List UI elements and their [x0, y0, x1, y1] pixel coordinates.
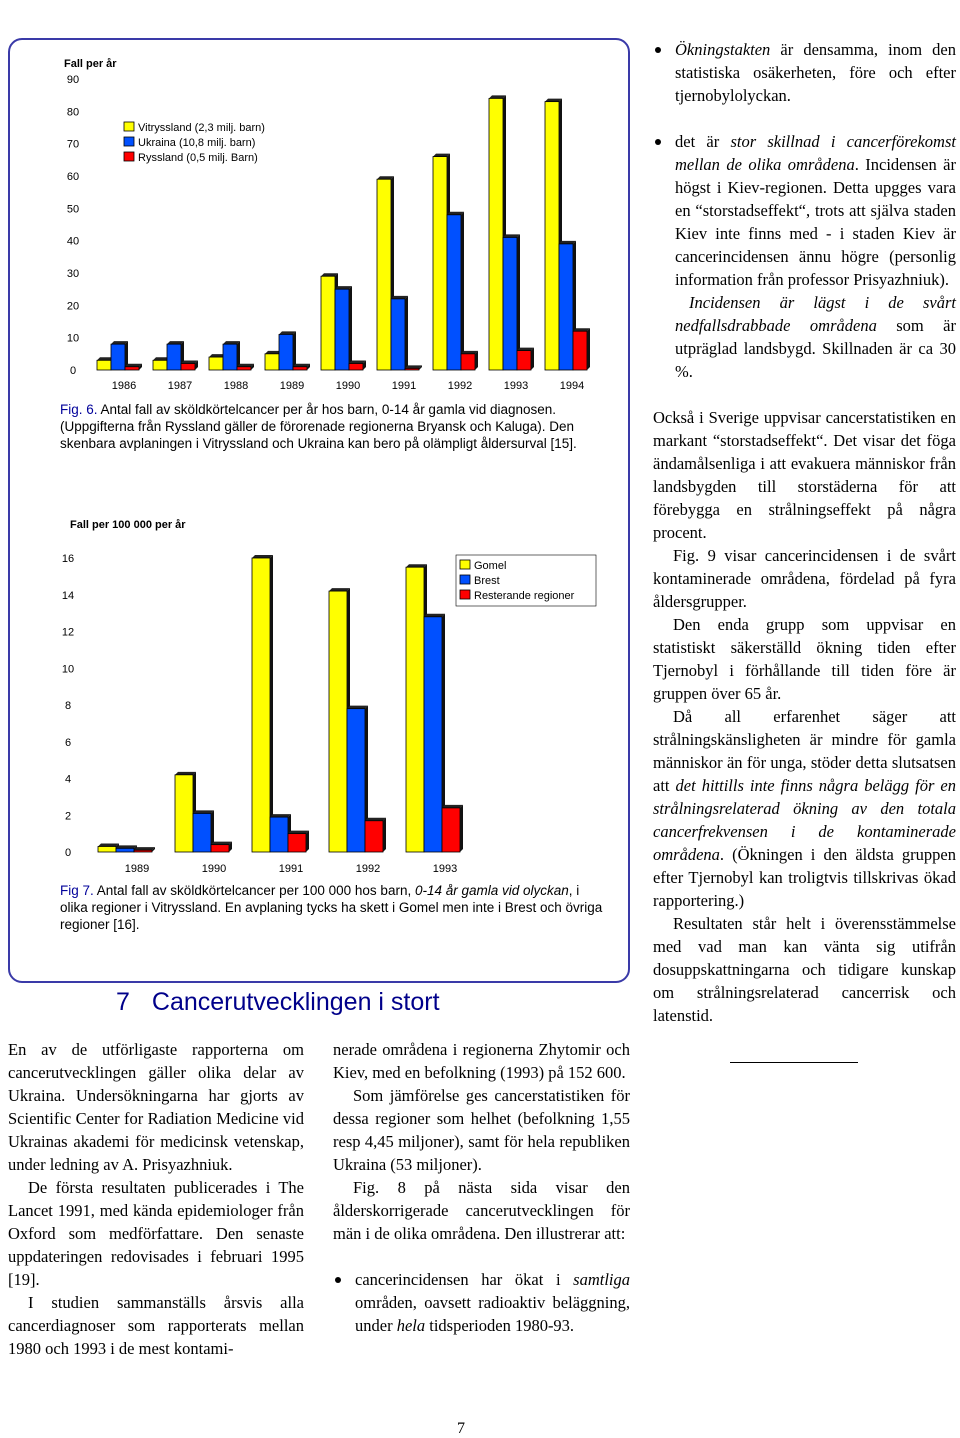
fig7-label: Fig 7.	[60, 883, 94, 898]
chart-fig7	[40, 510, 610, 875]
legend-swatch	[460, 575, 470, 584]
bar-top	[134, 847, 155, 850]
bar-face	[433, 157, 447, 370]
bar	[223, 341, 240, 370]
y-tick-label: 30	[66, 268, 80, 280]
fig6-label: Fig. 6.	[60, 402, 98, 417]
bar	[288, 831, 309, 852]
chart2-ylabel: Fall per 100 000 per år	[70, 519, 186, 531]
right-bullet-1: Ökningstakten är densamma, inom den statistiska osäkerheten, före och efter tjernobylolyckan.	[653, 38, 956, 107]
bar-top	[442, 805, 463, 808]
bar-face	[517, 351, 531, 370]
y-tick-label: 20	[66, 300, 80, 313]
y-tick-label: 70	[66, 138, 80, 151]
chart-fig6	[40, 50, 610, 395]
x-tick-label: 1994	[559, 380, 585, 392]
bar-top	[329, 588, 350, 591]
bar-face	[270, 817, 288, 852]
fig6-text: Antal fall av sköldkörtelcancer per år hos barn, 0-14 år gamla vid diagnosen. (Uppgifterna från Ryssland gäller de förorenade regionerna Bryansk och Kaluga). Den skenbara avplaningen i Vitryssland och Ukraina kan bero på olämpligt åldersurval [15].	[60, 402, 577, 451]
bar-side	[461, 212, 464, 370]
bar-face	[237, 367, 251, 370]
y-tick-label: 40	[66, 235, 80, 248]
y-tick-label: 50	[66, 203, 80, 216]
legend-label: Resterande regioner	[474, 590, 575, 602]
x-tick-label: 1992	[447, 380, 473, 392]
bar-top	[424, 614, 445, 617]
bar-face	[442, 808, 460, 852]
bar-top	[365, 818, 386, 821]
bar-face	[461, 354, 475, 370]
bar	[252, 555, 273, 852]
bar	[573, 328, 590, 370]
y-tick-label: 4	[64, 773, 72, 786]
bar	[461, 351, 478, 370]
x-tick-label: 1993	[432, 863, 458, 875]
mid-paragraph-1: nerade områdena i regionerna Zhytomir och Kiev, med en befolkning (1993) på 152 600.	[333, 1040, 630, 1082]
bar-side	[293, 331, 296, 370]
bar-face	[288, 834, 306, 852]
right-bullet-2-cont: Incidensen är lägst i de svårt nedfallsdrabbade områdena som är utpräglad landsbygd. Skillnaden är ca 30 %.	[675, 293, 956, 381]
bar-face	[347, 709, 365, 852]
bar	[111, 341, 128, 370]
mid-bullet-1: cancerincidensen har ökat i samtliga områden, oavsett radioaktiv beläggning, under hela tidsperioden 1980-93.	[333, 1268, 630, 1337]
page-number: 7	[457, 1420, 465, 1437]
bar-face	[573, 331, 587, 370]
right-bullet-2: det är stor skillnad i cancerförekomst mellan de olika områdena. Incidensen är högst i Kiev-regionen. Detta upgges vara en “storstadseffekt“, trots att själva staden Kiev inte finns med - i staden Kiev är cancerincidensen ännu högre (personlig information från professor Prisyazhniuk).	[653, 130, 956, 291]
right-paragraph-3: Den enda grupp som uppvisar en statistiskt säkerställd ökning tiden efter Tjernobyl i förhållande till tiden före är gruppen över 65 år.	[653, 615, 956, 703]
bar-face	[489, 98, 503, 370]
left-paragraph-2: De första resultaten publicerades i The Lancet 1991, med kända epidemiologer från Oxford som medförfattare. Den senaste uppdateringen redovisades i februari 1995 [19].	[8, 1178, 304, 1289]
fig6-caption	[60, 401, 605, 452]
bar-face	[349, 364, 363, 370]
bar	[365, 818, 386, 852]
bar-face	[329, 591, 347, 852]
bar-face	[447, 215, 461, 370]
end-rule	[730, 1062, 858, 1063]
bar-face	[98, 846, 116, 852]
bar	[405, 365, 422, 370]
left-paragraph-3: I studien sammanställs årsvis alla cancerdiagnoser som rapporterats mellan 1980 och 1993 i de mest kontami-	[8, 1293, 304, 1358]
y-tick-label: 10	[61, 663, 75, 676]
bar-face	[252, 558, 270, 852]
bar-side	[270, 555, 273, 852]
bar-top	[211, 842, 232, 845]
right-paragraph-4: Då all erfarenhet säger att strålningskänsligheten är mindre för gamla människor än för unga, stöder detta slutsatsen att det hittills inte finns några belägg för en strålningsrelaterad ökning av den totala cancerfrekvensen i de kontaminerade områdena. (Ökningen i den äldsta gruppen efter Tjernobyl kan troligtvis tillskrivas ökad rapportering.)	[653, 707, 956, 910]
bar	[181, 361, 198, 370]
bar-face	[211, 845, 229, 852]
bar	[447, 212, 464, 370]
bar-face	[406, 567, 424, 852]
bar-top	[347, 706, 368, 709]
y-tick-label: 16	[61, 553, 75, 565]
bar-face	[181, 364, 195, 370]
bar-face	[503, 237, 517, 370]
right-paragraph-2: Fig. 9 visar cancerincidensen i de svårt kontaminerade områdena, fördelad på fyra åldersgrupper.	[653, 546, 956, 611]
bar	[125, 364, 142, 370]
y-tick-label: 6	[64, 736, 72, 749]
bar-face	[321, 276, 335, 370]
legend-swatch	[124, 152, 134, 161]
bar-face	[377, 179, 391, 370]
mid-paragraph-2: Som jämförelse ges cancerstatistiken för dessa regioner som helhet (befolkning 1,55 resp 4,45 miljoner), samt för hela republiken Ukraina (53 miljoner).	[333, 1086, 630, 1174]
bar	[134, 847, 155, 852]
legend-swatch	[124, 122, 134, 131]
bar	[517, 348, 534, 370]
legend-label: Vitryssland (2,3 milj. barn)	[138, 122, 265, 134]
bar-side	[460, 805, 463, 852]
bar-top	[111, 341, 128, 344]
bar	[237, 364, 254, 370]
bar-face	[209, 357, 223, 370]
bar-top	[193, 810, 214, 813]
bar-side	[405, 296, 408, 370]
x-tick-label: 1989	[279, 380, 305, 392]
bar	[279, 331, 296, 370]
bar-side	[349, 286, 352, 370]
bar	[211, 842, 232, 852]
bar	[442, 805, 463, 852]
bar-face	[125, 367, 139, 370]
bar-top	[237, 364, 254, 367]
bar	[335, 286, 352, 370]
chart1-ylabel: Fall per år	[64, 58, 117, 70]
bar-side	[531, 348, 534, 370]
bar-face	[167, 344, 181, 370]
bar-top	[223, 341, 240, 344]
legend-label: Ukraina (10,8 milj. barn)	[138, 137, 256, 149]
bar-face	[223, 344, 237, 370]
x-tick-label: 1986	[111, 380, 137, 392]
x-tick-label: 1990	[201, 863, 227, 875]
right-paragraph-1: Också i Sverige uppvisar cancerstatistiken en markant “storstadseffekt“. Det visar det föga ändamålsenliga i att evakuera människor från landsbygden till storstäderna för att förebygga en strålningseffekt på några procent.	[653, 408, 956, 542]
bar-top	[288, 831, 309, 834]
bar	[391, 296, 408, 370]
bar-top	[175, 772, 196, 775]
bar-top	[167, 341, 184, 344]
mid-paragraph-3: Fig. 8 på nästa sida visar den ålderskorrigerade cancerutvecklingen för män i de olika områdena. Den illustrerar att:	[333, 1178, 630, 1243]
bar-face	[335, 289, 349, 370]
legend-swatch	[460, 590, 470, 599]
y-tick-label: 10	[66, 332, 80, 345]
y-tick-label: 12	[61, 626, 75, 639]
right-paragraph-5: Resultaten står helt i överensstämmelse med vad man kan vänta sig utifrån dosuppskattningarna och tidigare kunskap om strålningsrelaterad cancerrisk och latenstid.	[653, 914, 956, 1025]
bar-side	[587, 328, 590, 370]
section-number: 7	[116, 988, 130, 1016]
bar-side	[475, 351, 478, 370]
y-tick-label: 80	[66, 106, 80, 119]
section-heading	[116, 988, 462, 1017]
bar-top	[181, 361, 198, 364]
bar-top	[270, 814, 291, 817]
bar-face	[134, 850, 152, 852]
y-tick-label: 8	[64, 700, 72, 712]
legend-label: Brest	[474, 575, 500, 587]
y-tick-label: 0	[69, 365, 77, 377]
y-tick-label: 14	[61, 589, 75, 602]
x-tick-label: 1992	[355, 863, 381, 875]
bar-top	[116, 845, 137, 848]
fig7-caption: Fig 7. Antal fall av sköldkörtelcancer per 100 000 hos barn, 0-14 år gamla vid olyckan, i olika regioner i Vitryssland. En avplaning tycks ha skett i Gomel men inte i Brest och övriga regioner [16].	[60, 883, 603, 932]
bar-face	[365, 821, 383, 852]
bar	[503, 234, 520, 370]
x-tick-label: 1993	[503, 380, 529, 392]
legend-label: Ryssland (0,5 milj. Barn)	[138, 152, 258, 164]
bar-face	[279, 334, 293, 370]
left-column	[8, 1038, 304, 1360]
bar-face	[97, 360, 111, 370]
bar-face	[193, 813, 211, 852]
x-tick-label: 1991	[278, 863, 304, 875]
y-tick-label: 90	[66, 74, 80, 86]
legend-swatch	[124, 137, 134, 146]
x-tick-label: 1989	[124, 863, 150, 875]
x-tick-label: 1988	[223, 380, 249, 392]
y-tick-label: 60	[66, 171, 80, 183]
bar-face	[559, 244, 573, 370]
bar-side	[306, 831, 309, 852]
legend-swatch	[460, 560, 470, 569]
x-tick-label: 1991	[391, 380, 417, 392]
bar-top	[406, 564, 427, 567]
bar-face	[405, 368, 419, 370]
legend-label: Gomel	[474, 560, 507, 572]
left-paragraph-1: En av de utförligaste rapporterna om cancerutvecklingen gäller olika delar av Ukraina. Undersökningarna har gjorts av Scientific Center for Radiation Medicine vid Ukrainas akademi för medicinsk vetenskap, under ledning av A. Prisyazhniuk.	[8, 1040, 304, 1174]
x-tick-label: 1990	[335, 380, 361, 392]
bar-face	[391, 299, 405, 370]
y-tick-label: 0	[64, 847, 72, 859]
bar	[293, 364, 310, 370]
bar-top	[252, 555, 273, 558]
bar-top	[98, 843, 119, 846]
bar-face	[175, 775, 193, 852]
bar	[349, 361, 366, 370]
bar-top	[125, 364, 142, 367]
right-column	[653, 38, 956, 1027]
middle-column	[333, 1038, 630, 1337]
bar-face	[111, 344, 125, 370]
bar-side	[383, 818, 386, 852]
bar-face	[116, 848, 134, 852]
bar-face	[293, 367, 307, 370]
x-tick-label: 1987	[167, 380, 193, 392]
bar-face	[424, 617, 442, 852]
section-title: Cancerutvecklingen i stort	[151, 988, 440, 1016]
bar-face	[265, 354, 279, 370]
bar-face	[153, 360, 167, 370]
bar-face	[545, 102, 559, 370]
y-tick-label: 2	[64, 810, 72, 823]
